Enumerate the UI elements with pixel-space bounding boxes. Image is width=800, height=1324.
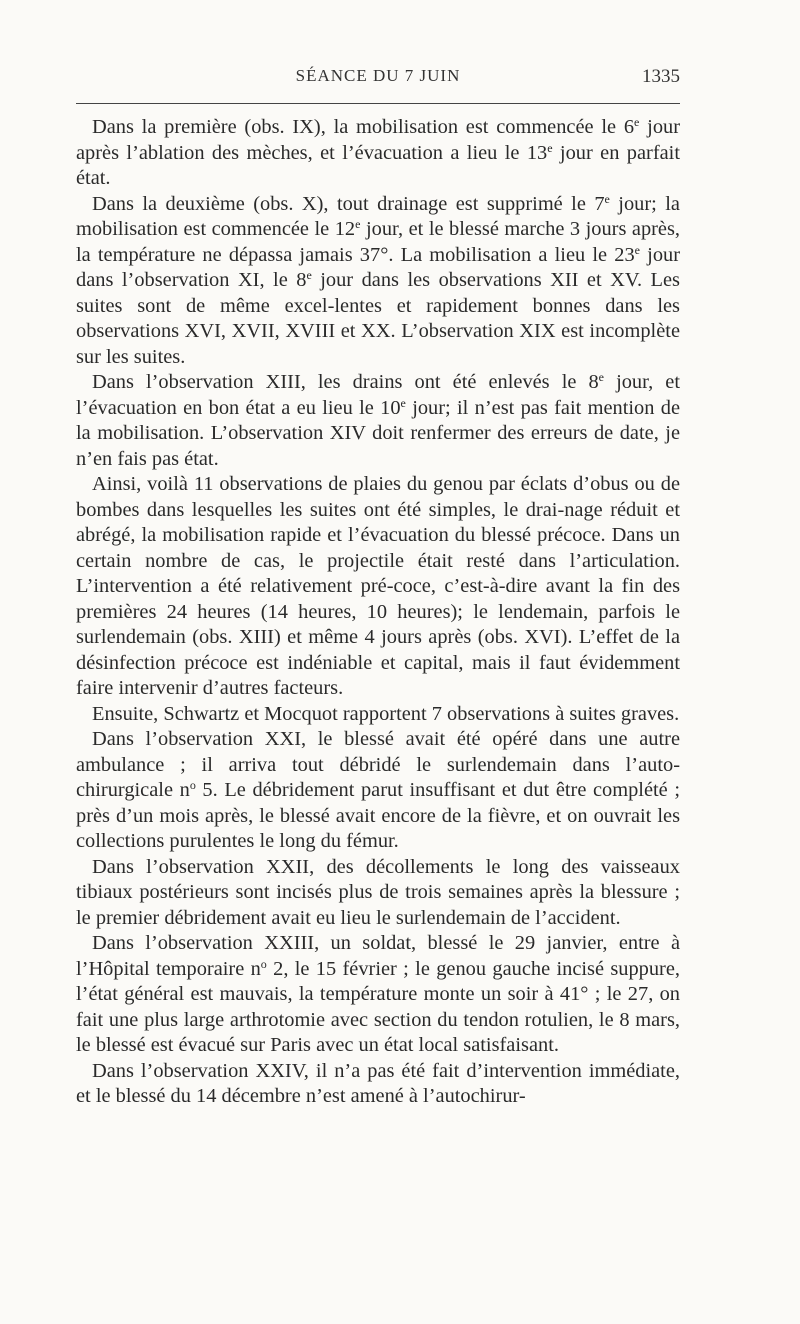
text-run: jour; la mobilisation est commencée le 12 bbox=[76, 192, 680, 240]
text-run: jour dans les observations XII et XV. Les suites sont de même excel-lentes et rapidement bonnes dans les observations XVI, XVII, XVIII et XX. L’observation XIX est incomplète sur les suites. bbox=[76, 269, 680, 368]
text-run: jour, et l’évacuation en bon état a eu lieu le 10 bbox=[76, 371, 680, 419]
superscript: e bbox=[634, 242, 640, 257]
superscript: e bbox=[355, 217, 361, 231]
text-run: jour, et le blessé marche 3 jours après, la température ne dépassa jamais 37°. La mobilisation a lieu le 23 bbox=[76, 218, 681, 266]
text-run: Dans l’observation XXIII, un soldat, blessé le 29 janvier, entre à l’Hôpital temporaire n bbox=[76, 932, 680, 980]
superscript: e bbox=[598, 370, 604, 384]
text-run: Ainsi, voilà 11 observations de plaies du genou par éclats d’obus ou de bombes dans lesquelles les suites ont été simples, le drai-nage réduit et abrégé, la mobilisation rapide et l’évacuation du blessé précoce. Dans un certain nombre de cas, le projectile était resté dans l’articulation. L’intervention a été relativement pré-coce, c’est-à-dire avant la fin des premières 24 heures (14 heures, 10 heures); le lendemain, parfois le surlendemain (obs. XIII) et même 4 jours après (obs. XVI). L’effet de la désinfection précoce est indéniable et capital, mais il faut évidemment faire intervenir d’autres facteurs. bbox=[76, 473, 680, 699]
running-title: SÉANCE DU 7 JUIN bbox=[295, 66, 461, 85]
paragraph bbox=[76, 855, 680, 932]
page-number: 1335 bbox=[642, 66, 680, 87]
superscript: o bbox=[189, 778, 196, 792]
paragraph bbox=[76, 931, 680, 1059]
text-run: jour; il n’est pas fait mention de la mobilisation. L’observation XIV doit renfermer des erreurs de date, je n’en fais pas état. bbox=[76, 396, 680, 470]
superscript: o bbox=[260, 956, 267, 971]
text-run: jour dans l’observation XI, le 8 bbox=[76, 243, 680, 291]
text-run: Dans l’observation XXII, des décollements le long des vaisseaux tibiaux postérieurs sont incisés plus de trois semaines après la blessure ; le premier débridement avait eu lieu le surlendemain de l’accident. bbox=[76, 855, 680, 929]
paragraph bbox=[76, 702, 680, 728]
superscript: e bbox=[400, 395, 406, 410]
body-text bbox=[76, 115, 680, 1110]
text-run: Dans la première (obs. IX), la mobilisation est commencée le 6 bbox=[92, 116, 635, 138]
text-run: 2, le 15 février ; le genou gauche incisé suppure, l’état général est mauvais, la température monte un soir à 41° ; le 27, on fait une plus large arthrotomie avec section du tendon rotulien, le 8 mars, le blessé est évacué sur Paris avec un état local satisfaisant. bbox=[76, 957, 681, 1056]
paragraph bbox=[76, 1059, 680, 1110]
superscript: e bbox=[634, 115, 640, 129]
superscript: e bbox=[547, 140, 553, 155]
paragraph bbox=[76, 370, 680, 472]
paragraph bbox=[76, 115, 680, 192]
text-run: jour après l’ablation des mèches, et l’évacuation a lieu le 13 bbox=[76, 116, 680, 164]
paragraph bbox=[76, 727, 680, 855]
page-header bbox=[76, 66, 680, 90]
text-run: Dans la deuxième (obs. X), tout drainage est supprimé le 7 bbox=[92, 192, 605, 215]
text-run: Dans l’observation XIII, les drains ont été enlevés le 8 bbox=[92, 371, 599, 393]
header-rule bbox=[76, 103, 680, 104]
text-run: Ensuite, Schwartz et Mocquot rapportent 7 observations à suites graves. bbox=[92, 702, 680, 725]
text-run: jour en parfait état. bbox=[76, 141, 680, 189]
superscript: e bbox=[604, 191, 610, 206]
text-run: Dans l’observation XXIV, il n’a pas été fait d’intervention immédiate, et le blessé du 14 décembre n’est amené à l’autochirur- bbox=[76, 1059, 680, 1107]
text-run: Dans l’observation XXI, le blessé avait été opéré dans une autre ambulance ; il arriva tout débridé le surlendemain dans l’auto-chirurgicale n bbox=[76, 728, 680, 801]
paragraph bbox=[76, 192, 680, 371]
superscript: e bbox=[306, 268, 312, 282]
text-run: 5. Le débridement parut insuffisant et dut être complété ; près d’un mois après, le blessé avait encore de la fièvre, et on ouvrait les collections purulentes le long du fémur. bbox=[76, 779, 680, 852]
paragraph bbox=[76, 472, 680, 702]
